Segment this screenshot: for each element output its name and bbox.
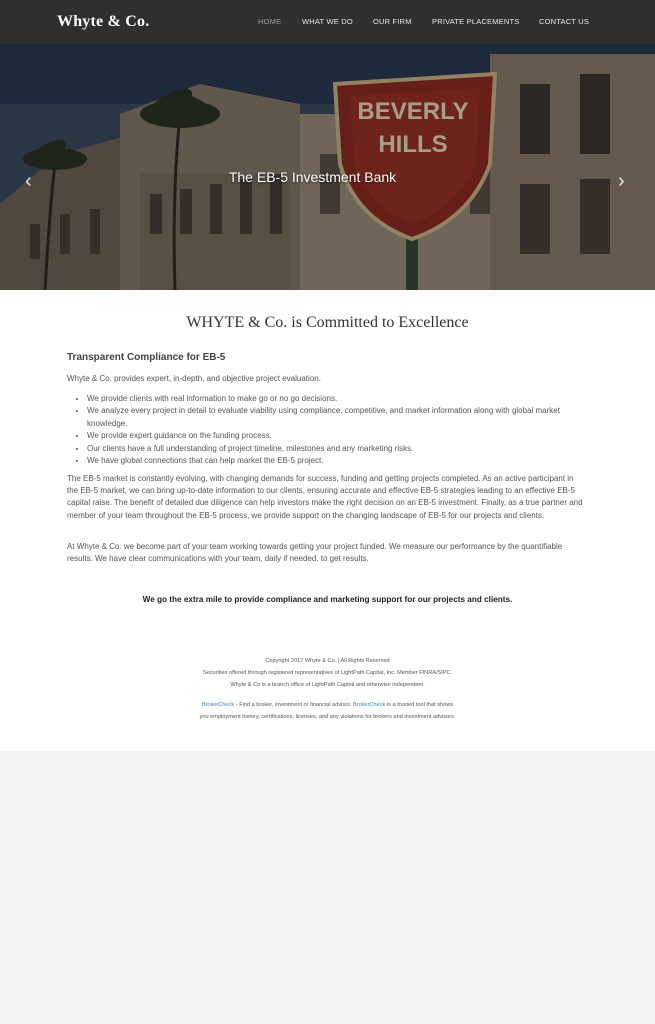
nav-home[interactable]: HOME	[258, 17, 282, 26]
nav-private-placements[interactable]: PRIVATE PLACEMENTS	[432, 17, 520, 26]
paragraph-market: The EB-5 market is constantly evolving, with changing demands for success, funding and getting projects completed. As an active participant in the EB-5 market, we can bring up-to-date information to our clients, ensuring accurate and effective EB-5 strategies leading to an effective EB-5 capital raise. The benefit of detailed due diligence can help investors make the right decision on an EB-5 investment. Finally, as a true partner and member of your team throughout the EB-5 process, we provide support on the changing landscape of EB-5 for our projects and clients.	[67, 474, 583, 520]
brokercheck-text1: - Find a broker, investment or financial advisor.	[234, 702, 353, 708]
sign-text-line1: BEVERLY	[357, 98, 469, 125]
nav-our-firm[interactable]: OUR FIRM	[373, 17, 412, 26]
list-item: • We have global connections that can help market the EB-5 project.	[87, 455, 577, 467]
footer-branch: Whyte & Co is a branch office of LightPath Capital and otherwise independent.	[230, 682, 425, 688]
footer-copyright: Copyright 2017 Whyte & Co. | All Rights Reserved	[265, 658, 390, 664]
brokercheck-link[interactable]: BrokerCheck	[201, 702, 235, 708]
hero-carousel	[0, 44, 655, 290]
bullet-list	[87, 393, 577, 467]
page-headline: WHYTE & Co. is Committed to Excellence	[186, 314, 469, 331]
list-item: • We analyze every project in detail to evaluate viability using compliance, competitive, and market information along with global market knowledge.	[87, 405, 577, 430]
top-navbar	[0, 0, 655, 44]
brand-logo[interactable]: Whyte & Co.	[57, 13, 150, 30]
nav-contact-us[interactable]: CONTACT US	[539, 17, 590, 26]
carousel-prev-arrow-icon[interactable]: ‹	[25, 170, 32, 192]
tagline: We go the extra mile to provide compliance and marketing support for our projects and clients.	[142, 595, 513, 604]
carousel-next-arrow-icon[interactable]: ›	[618, 170, 625, 192]
list-item: • We provide clients with real information to make go or no go decisions.	[87, 393, 577, 405]
sign-text-line2: HILLS	[378, 131, 448, 158]
footer-brokercheck-line2: you employment history, certifications, licenses, and any violations for brokers and investment advisors.	[199, 714, 456, 720]
main-content	[0, 290, 655, 751]
paragraph-team: At Whyte & Co. we become part of your team working towards getting your project funded. We measure our performance by the quantifiable results. We have clear communications with your team, daily if needed, to get results.	[67, 542, 563, 564]
list-item: • We provide expert guidance on the funding process.	[87, 430, 577, 442]
hero-caption: The EB-5 Investment Bank	[228, 169, 397, 185]
hero-image	[0, 44, 655, 290]
footer-brokercheck-line1	[0, 702, 655, 708]
intro-text: Whyte & Co. provides expert, in-depth, and objective project evaluation.	[67, 374, 321, 383]
section-subhead: Transparent Compliance for EB-5	[67, 352, 226, 363]
list-item: • Our clients have a full understanding of project timeline, milestones and any marketing risks.	[87, 443, 577, 455]
footer-securities: Securities offered through registered representatives of LightPath Capital, Inc. Member FINRA/SIPC.	[202, 670, 453, 676]
brokercheck-link-2[interactable]: BrokerCheck	[352, 702, 386, 708]
brokercheck-text2: is a trusted tool that shows	[385, 702, 454, 708]
nav-what-we-do[interactable]: WHAT WE DO	[302, 17, 353, 26]
